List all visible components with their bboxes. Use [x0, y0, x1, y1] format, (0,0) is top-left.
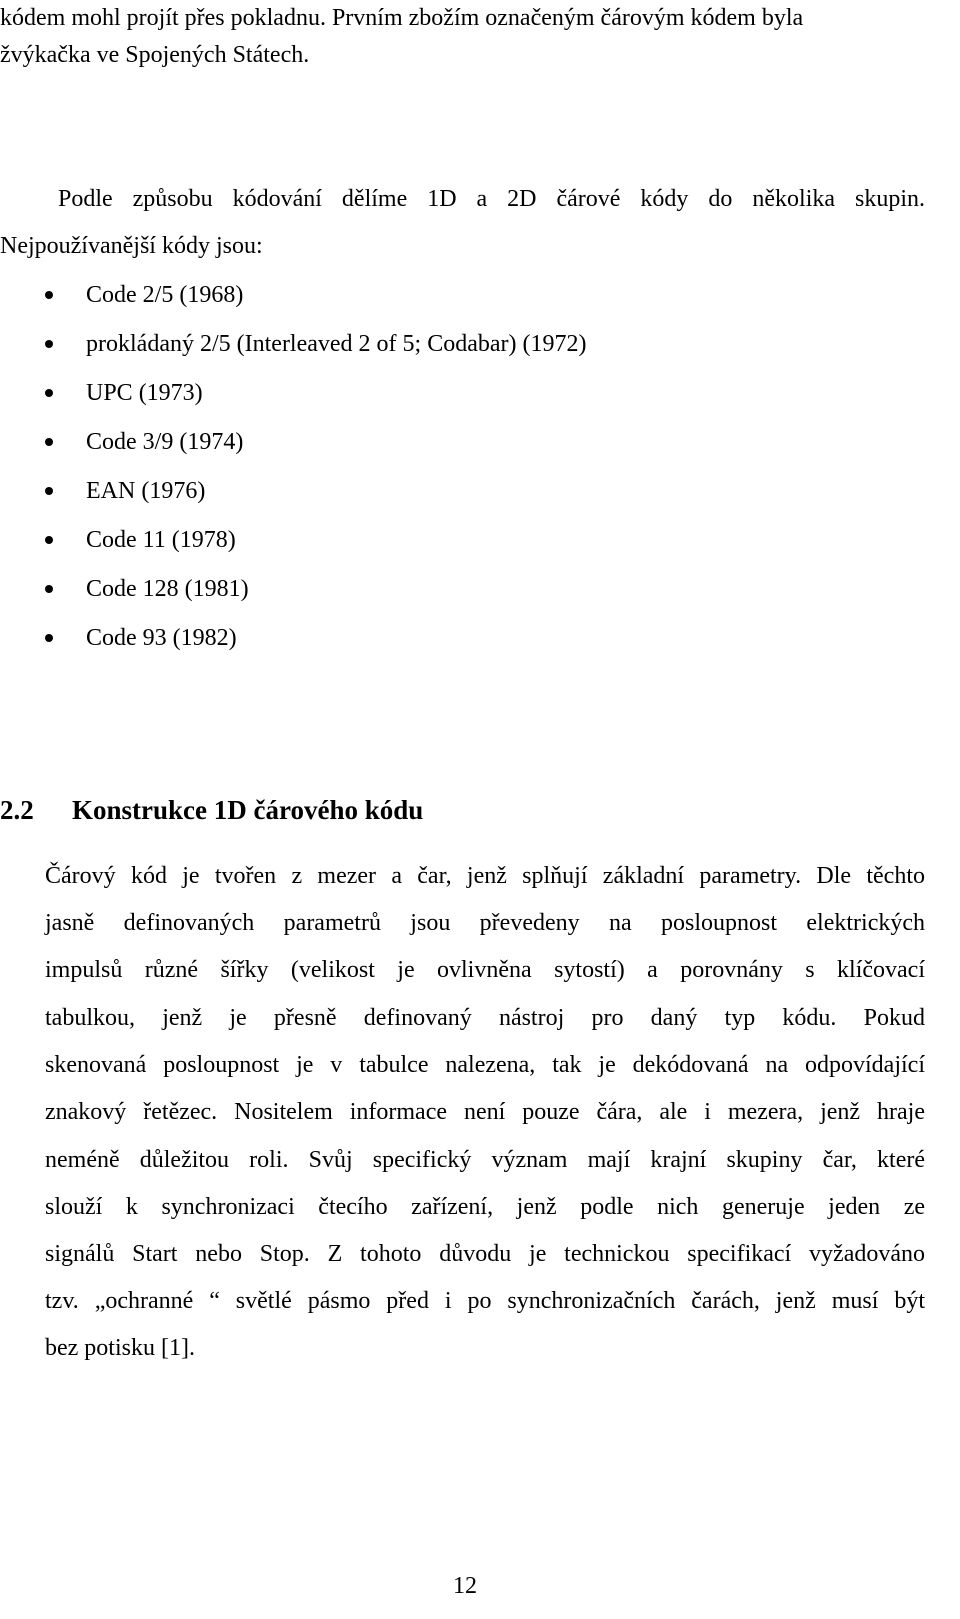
list-item-text: Code 2/5 (1968): [86, 282, 244, 308]
paragraph-line-1: Podle způsobu kódování dělíme 1D a 2D čárové kódy do několika skupin.: [58, 186, 925, 212]
list-item-text: prokládaný 2/5 (Interleaved 2 of 5; Codabar) (1972): [86, 331, 587, 357]
body-line: Čárový kód je tvořen z mezer a čar, jenž splňují základní parametry. Dle těchto: [45, 863, 925, 889]
bullet-icon: [45, 487, 53, 495]
body-line: slouží k synchronizaci čtecího zařízení, jenž podle nich generuje jeden ze: [45, 1194, 925, 1220]
bullet-icon: [45, 389, 53, 397]
bullet-icon: [45, 340, 53, 348]
bullet-icon: [45, 291, 53, 299]
body-line: neméně důležitou roli. Svůj specifický význam mají krajní skupiny čar, které: [45, 1147, 925, 1173]
page-number: 12: [453, 1573, 477, 1599]
list-item-text: UPC (1973): [86, 380, 203, 406]
body-line: znakový řetězec. Nositelem informace není pouze čára, ale i mezera, jenž hraje: [45, 1099, 925, 1125]
body-line: skenovaná posloupnost je v tabulce nalezena, tak je dekódovaná na odpovídající: [45, 1052, 925, 1078]
bullet-icon: [45, 634, 53, 642]
section-number: 2.2: [0, 795, 34, 825]
body-line: bez potisku [1].: [45, 1335, 195, 1361]
list-item-text: EAN (1976): [86, 478, 206, 504]
list-item-text: Code 93 (1982): [86, 625, 237, 651]
list-item-text: Code 11 (1978): [86, 527, 236, 553]
section-title: Konstrukce 1D čárového kódu: [72, 795, 424, 825]
intro-line-1: kódem mohl projít přes pokladnu. Prvním zbožím označeným čárovým kódem byla: [0, 5, 804, 31]
body-line: tabulkou, jenž je přesně definovaný nástroj pro daný typ kódu. Pokud: [45, 1005, 925, 1031]
intro-line-2: žvýkačka ve Spojených Státech.: [0, 42, 310, 68]
body-line: tzv. „ochranné “ světlé pásmo před i po synchronizačních čarách, jenž musí být: [45, 1288, 925, 1314]
list-item-text: Code 3/9 (1974): [86, 429, 244, 455]
paragraph-line-2: Nejpoužívanější kódy jsou:: [0, 233, 263, 259]
list-item-text: Code 128 (1981): [86, 576, 249, 602]
body-line: signálů Start nebo Stop. Z tohoto důvodu je technickou specifikací vyžadováno: [45, 1241, 925, 1267]
body-line: jasně definovaných parametrů jsou převedeny na posloupnost elektrických: [45, 910, 925, 936]
bullet-icon: [45, 536, 53, 544]
bullet-icon: [45, 438, 53, 446]
bullet-icon: [45, 585, 53, 593]
body-line: impulsů různé šířky (velikost je ovlivněna sytostí) a porovnány s klíčovací: [45, 957, 925, 983]
